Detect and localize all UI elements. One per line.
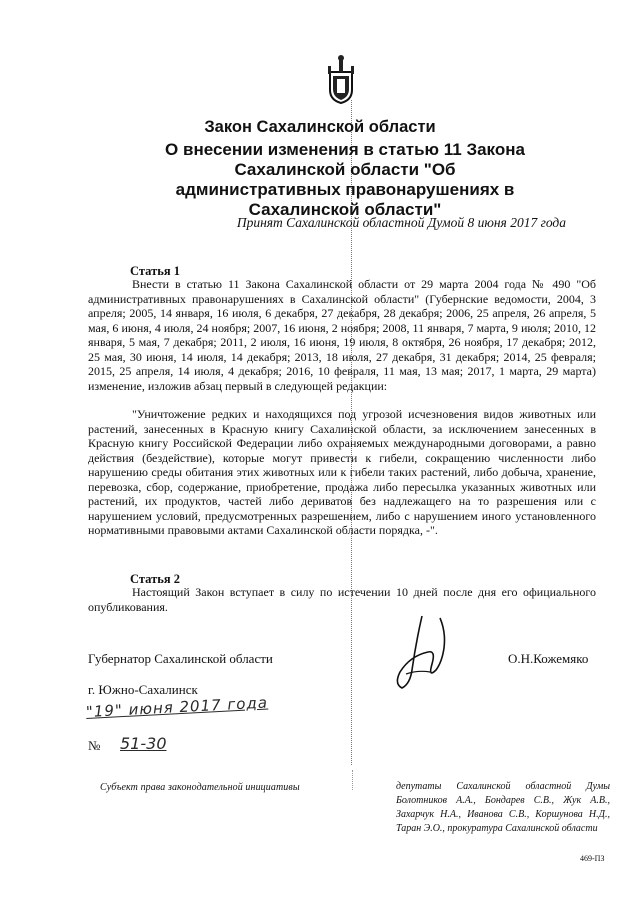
- article-2-paragraph: [88, 585, 596, 614]
- law-title: Закон Сахалинской области: [204, 118, 436, 136]
- scan-fold-line: [352, 770, 353, 790]
- article-1-quote-text: "Уничтожение редких и находящихся под угрозой исчезновения видов животных или растений, занесенных в Красную книгу Сахалинской области, за исключением занесенных в Красную книгу Российской Федерации либо охраняемых международными договорами, а равно действия (бездействие), которые могут привести к гибели, сокращению численности либо нарушению среды обитания этих животных или к гибели таких растений, либо добыча, хранение, перевозка, сбор, содержание, приобретение, продажа либо пересылка указанных животных или растений, их продуктов, частей либо дериватов без надлежащего на то разрешения или с нарушением условий, предусмотренных разрешением, либо с нарушением иного установленного нормативными правовыми актами Сахалинской области порядка, -".: [88, 407, 596, 537]
- article-2-heading: Статья 2: [130, 572, 180, 586]
- handwritten-number: 51-30: [120, 734, 167, 753]
- handwritten-date: "19" июня 2017 года: [85, 693, 269, 721]
- article-1-quote: [88, 407, 596, 538]
- article-1-text: Внести в статью 11 Закона Сахалинской области от 29 марта 2004 года № 490 "Об административных правонарушениях в Сахалинской области" (Губернские ведомости, 2004, 3 апреля; 2005, 14 января, 16 июля, 6 декабря, 27 декабря, 28 декабря; 2006, 25 апреля, 26 апреля, 5 мая, 6 июня, 4 июля, 24 ноября; 2007, 16 июня, 2 ноября; 2008, 11 января, 7 марта, 9 июля; 2010, 12 января, 5 мая, 7 декабря; 2011, 2 июля, 16 июня, 19 июля, 8 октября, 26 ноября, 17 декабря; 2012, 25 мая, 30 июня, 14 июля, 14 декабря; 2013, 18 июля, 27 декабря, 31 декабря; 2014, 25 февраля; 2015, 25 апреля, 14 июля, 4 декабря; 2016, 10 февраля, 11 мая, 13 мая; 2017, 1 марта, 29 марта) изменение, изложив абзац первый в следующей редакции:: [88, 277, 596, 393]
- initiative-label: Субъект права законодательной инициативы: [100, 782, 300, 793]
- document-code: 469-ПЗ: [580, 854, 605, 863]
- city-label: г. Южно-Сахалинск: [88, 682, 198, 697]
- article-2-text: Настоящий Закон вступает в силу по истечении 10 дней после дня его официального опубликования.: [88, 585, 596, 614]
- initiators-list: депутаты Сахалинской областной Думы Болотников А.А., Бондарев С.В., Жук А.В., Захарчук Н.А., Иванова С.В., Коршунова Н.Д., Таран Э.О., прокуратура Сахалинской области: [396, 781, 610, 834]
- governor-label: Губернатор Сахалинской области: [88, 651, 273, 666]
- number-prefix: №: [88, 738, 101, 753]
- governor-signature-icon: [392, 612, 454, 699]
- article-1-heading: Статья 1: [130, 264, 180, 278]
- sakhalin-coat-of-arms-icon: [326, 52, 356, 104]
- governor-name: О.Н.Кожемяко: [508, 651, 589, 666]
- article-1-paragraph: [88, 277, 596, 393]
- law-subtitle: О внесении изменения в статью 11 Закона Сахалинской области "Об административных правонарушениях в Сахалинской области": [165, 140, 525, 219]
- adoption-note: Принят Сахалинской областной Думой 8 июня 2017 года: [236, 215, 566, 230]
